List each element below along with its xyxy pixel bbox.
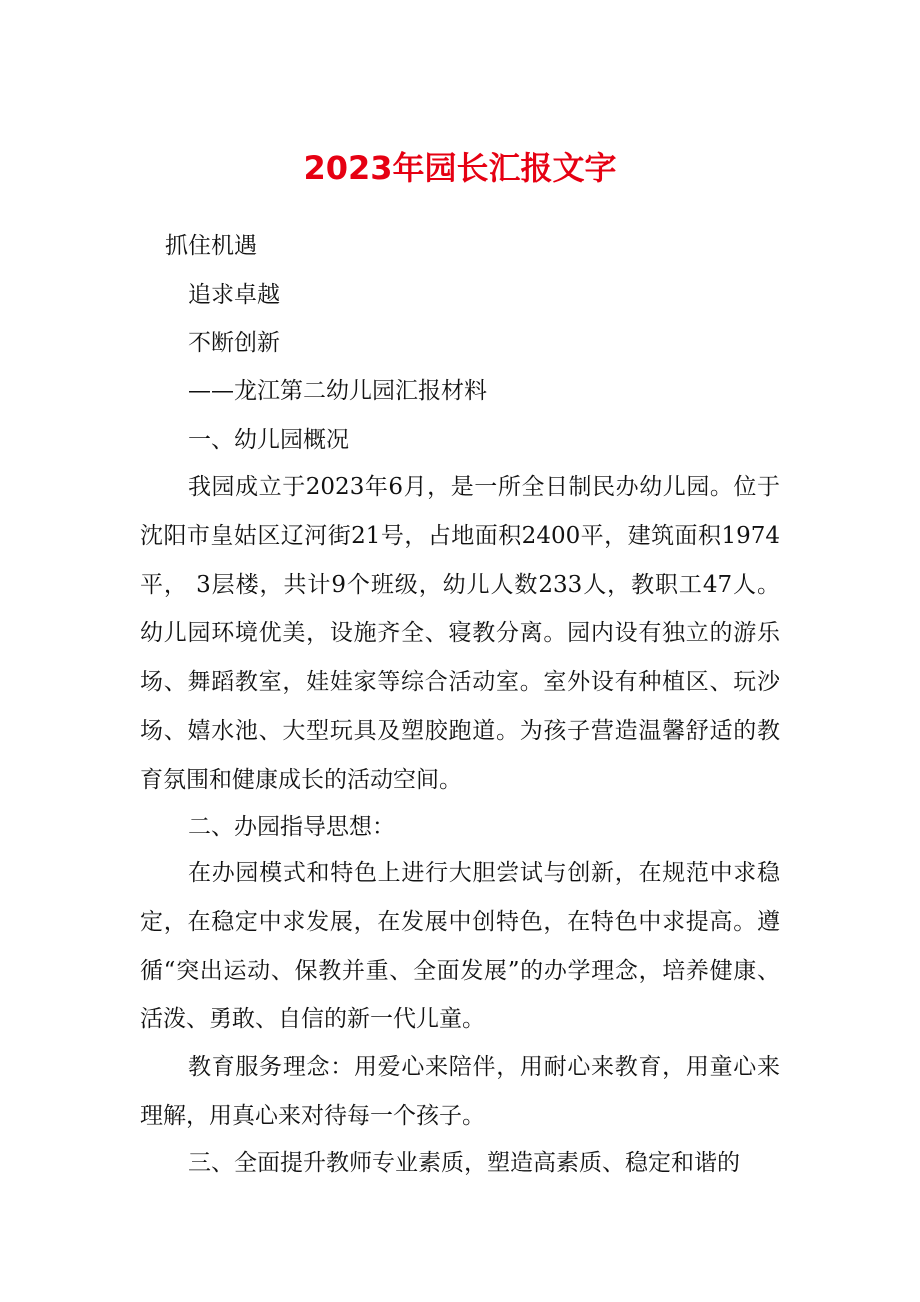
section-heading-1: 一、幼儿园概况 <box>188 427 349 453</box>
section-body-1: 我园成立于2023年6月，是一所全日制民办幼儿园。位于沈阳市皇姑区辽河街21号，占地面积2400平，建筑面积1974平， 3层楼，共计9个班级，幼儿人数233人，教职工47人。 幼儿园环境优美，设施齐全、寝教分离。园内设有独立的游乐场、舞蹈教室，娃娃家等综合活动室。室外设有种植区、玩沙场、嬉水池、大型玩具及塑胶跑道。为孩子营造温馨舒适的教育氛围和健康成长的活动空间。 <box>140 474 780 793</box>
service-concept-paragraph: 教育服务理念：用爱心来陪伴，用耐心来教育，用童心来理解，用真心来对待每一个孩子。 <box>140 1054 780 1129</box>
section-body-2: 在办园模式和特色上进行大胆尝试与创新，在规范中求稳定，在稳定中求发展，在发展中创特色，在特色中求提高。遵循“突出运动、保教并重、全面发展”的办学理念，培养健康、活泼、勇敢、自信的新一代儿童。 <box>140 860 780 1033</box>
byline: ——龙江第二幼儿园汇报材料 <box>188 378 487 404</box>
motto-line-3: 不断创新 <box>188 330 280 356</box>
section-heading-3: 三、全面提升教师专业素质，塑造高素质、稳定和谐的 <box>188 1150 740 1176</box>
motto-line-1: 抓住机遇 <box>165 233 257 259</box>
section-heading-2: 二、办园指导思想： <box>188 814 395 840</box>
motto-line-2: 追求卓越 <box>188 282 280 308</box>
document-title: 2023年园长汇报文字 <box>303 149 617 187</box>
